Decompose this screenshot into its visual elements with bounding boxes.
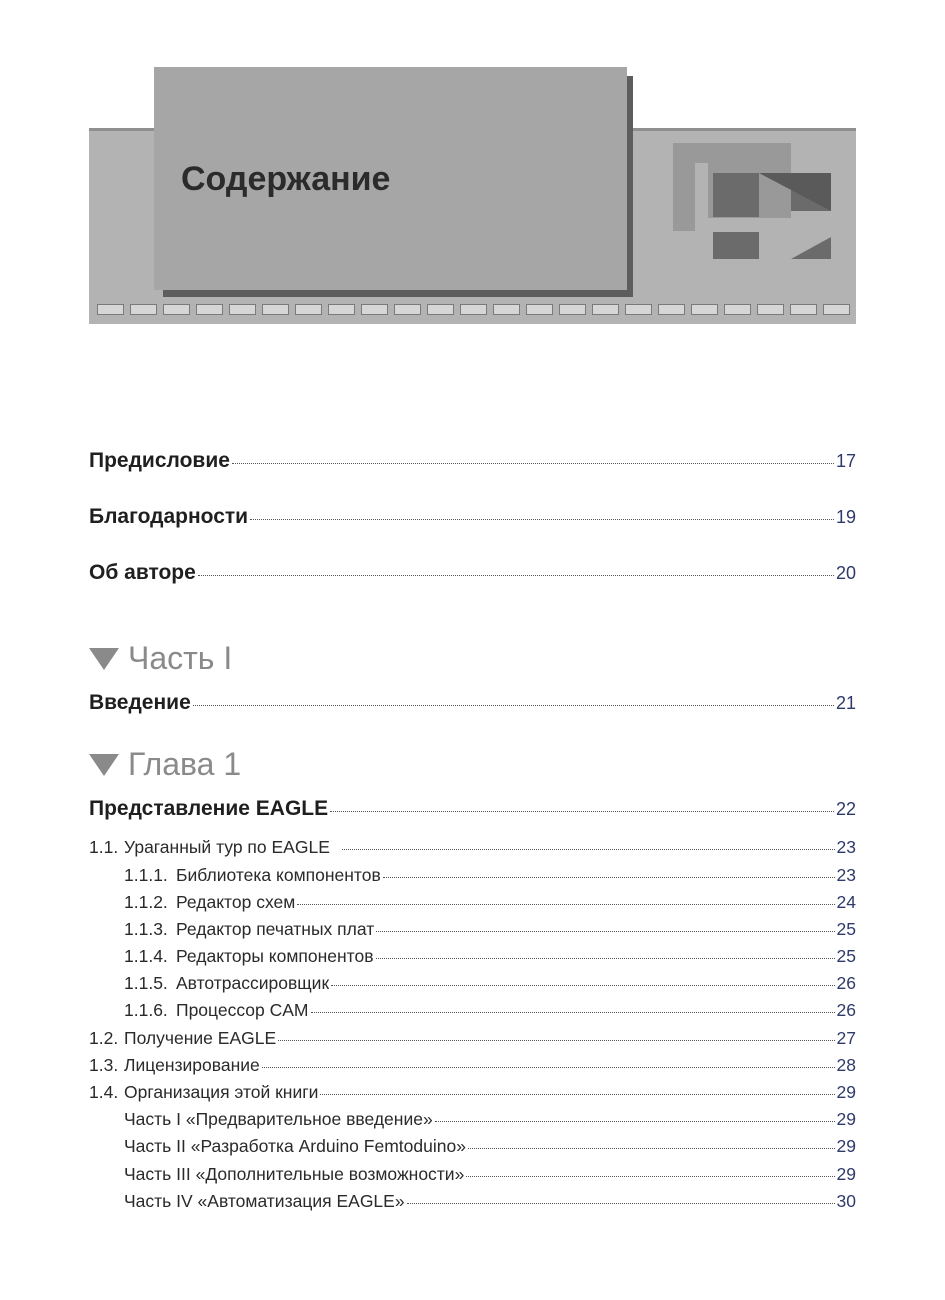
toc-entry-acknowledgements[interactable]: [89, 505, 856, 529]
toc-section[interactable]: [89, 837, 856, 858]
deco-block: [713, 173, 759, 217]
section-page: 24: [836, 892, 856, 912]
stripe-dash: [625, 304, 652, 315]
toc-entry-about-author[interactable]: [89, 561, 856, 585]
stripe-dash: [262, 304, 289, 315]
dot-leader: [376, 958, 835, 959]
stripe-dash: [724, 304, 751, 315]
toc-entry-chapter-title[interactable]: [89, 797, 856, 821]
toc-part-subentry[interactable]: [89, 1109, 856, 1130]
toc-entry-page: 19: [835, 507, 856, 527]
deco-block: [673, 163, 695, 231]
dot-leader: [330, 811, 834, 812]
stripe-dash: [526, 304, 553, 315]
section-number: 1.1.6.: [124, 1000, 168, 1020]
section-page: 28: [836, 1055, 856, 1075]
triangle-down-icon: [89, 648, 119, 670]
stripe-dash: [394, 304, 421, 315]
dot-leader: [466, 1176, 834, 1177]
section-page: 26: [836, 1000, 856, 1020]
toc-subsection[interactable]: [89, 973, 856, 994]
section-number: 1.1.5.: [124, 973, 168, 993]
section-number: 1.1.1.: [124, 865, 168, 885]
toc-part-subentry[interactable]: [89, 1136, 856, 1157]
stripe-dash: [559, 304, 586, 315]
stripe-dash: [295, 304, 322, 315]
toc-entry-page: 22: [835, 799, 856, 819]
section-number: 1.4.: [89, 1082, 119, 1102]
stripe-dash: [196, 304, 223, 315]
section-title: Автотрассировщик: [176, 973, 330, 993]
toc-entry-preface[interactable]: [89, 449, 856, 473]
toc-entry-page: 20: [835, 563, 856, 583]
dot-leader: [278, 1040, 834, 1041]
dot-leader: [232, 463, 834, 464]
toc-entry-page: 17: [835, 451, 856, 471]
section-page: 29: [836, 1164, 856, 1184]
dot-leader: [320, 1094, 834, 1095]
stripe-dash: [493, 304, 520, 315]
section-page: 30: [836, 1191, 856, 1211]
toc-section[interactable]: [89, 1028, 856, 1049]
section-number: 1.1.: [89, 837, 119, 857]
section-title: Часть IV «Автоматизация EAGLE»: [124, 1191, 405, 1211]
section-number: 1.1.4.: [124, 946, 168, 966]
part-heading: [89, 640, 232, 677]
dot-leader: [468, 1148, 835, 1149]
toc-entry-page: 21: [835, 693, 856, 713]
stripe-dash: [328, 304, 355, 315]
stripe-dash: [691, 304, 718, 315]
stripe-dash: [229, 304, 256, 315]
section-title: Редактор схем: [176, 892, 296, 912]
stripe-dash: [757, 304, 784, 315]
dot-leader: [435, 1121, 835, 1122]
toc-entry-title: Предисловие: [89, 449, 230, 472]
part-heading-label: Часть I: [128, 640, 233, 676]
section-title: Часть III «Дополнительные возможности»: [124, 1164, 465, 1184]
section-page: 23: [836, 837, 856, 857]
section-title: Часть II «Разработка Arduino Femtoduino»: [124, 1136, 466, 1156]
section-title: Процессор CAM: [176, 1000, 309, 1020]
section-page: 25: [836, 919, 856, 939]
dot-leader: [262, 1067, 835, 1068]
toc-entry-title: Представление EAGLE: [89, 797, 329, 820]
stripe-dash: [97, 304, 124, 315]
stripe-dash: [361, 304, 388, 315]
toc-subsection[interactable]: [89, 892, 856, 913]
section-number: 1.1.3.: [124, 919, 168, 939]
section-page: 25: [836, 946, 856, 966]
toc-entry-title: Введение: [89, 691, 191, 714]
toc-section[interactable]: [89, 1082, 856, 1103]
section-title: Лицензирование: [124, 1055, 260, 1075]
stripe-dash: [130, 304, 157, 315]
section-page: 26: [836, 973, 856, 993]
stripe-dash: [823, 304, 850, 315]
stripe-dash: [790, 304, 817, 315]
dot-leader: [250, 519, 834, 520]
stripe-dash: [163, 304, 190, 315]
section-page: 29: [836, 1082, 856, 1102]
section-page: 23: [836, 865, 856, 885]
deco-triangles: [759, 173, 832, 259]
section-title: Организация этой книги: [124, 1082, 319, 1102]
stripe-dash: [460, 304, 487, 315]
dot-leader: [297, 904, 834, 905]
section-page: 29: [836, 1136, 856, 1156]
toc-subsection[interactable]: [89, 919, 856, 940]
section-page: 27: [836, 1028, 856, 1048]
chapter-heading-label: Глава 1: [128, 746, 242, 782]
section-title: Часть I «Предварительное введение»: [124, 1109, 433, 1129]
toc-entry-title: Об авторе: [89, 561, 196, 584]
section-number: 1.2.: [89, 1028, 119, 1048]
section-number: 1.1.2.: [124, 892, 168, 912]
triangle-down-icon: [89, 754, 119, 776]
chapter-heading: [89, 746, 241, 783]
dot-leader: [198, 575, 834, 576]
section-page: 29: [836, 1109, 856, 1129]
dot-leader: [342, 849, 835, 850]
toc-section[interactable]: [89, 1055, 856, 1076]
section-title: Ураганный тур по EAGLE: [124, 837, 330, 857]
page-title: Содержание: [181, 160, 391, 198]
banner-dash-stripe: [97, 304, 853, 317]
toc-subsection[interactable]: [89, 946, 856, 967]
section-number: 1.3.: [89, 1055, 119, 1075]
dot-leader: [407, 1203, 835, 1204]
section-title: Редакторы компонентов: [176, 946, 374, 966]
toc-entry-introduction[interactable]: [89, 691, 856, 715]
dot-leader: [311, 1012, 835, 1013]
toc-subsection[interactable]: [89, 1000, 856, 1021]
dot-leader: [383, 877, 835, 878]
dot-leader: [331, 985, 834, 986]
toc-entry-title: Благодарности: [89, 505, 249, 528]
toc-subsection[interactable]: [89, 865, 856, 886]
stripe-dash: [592, 304, 619, 315]
section-title: Редактор печатных плат: [176, 919, 375, 939]
toc-part-subentry[interactable]: [89, 1164, 856, 1185]
section-title: Библиотека компонентов: [176, 865, 381, 885]
section-title: Получение EAGLE: [124, 1028, 277, 1048]
dot-leader: [376, 931, 834, 932]
stripe-dash: [427, 304, 454, 315]
toc-part-subentry[interactable]: [89, 1191, 856, 1212]
stripe-dash: [658, 304, 685, 315]
dot-leader: [193, 705, 834, 706]
deco-block: [713, 232, 759, 259]
